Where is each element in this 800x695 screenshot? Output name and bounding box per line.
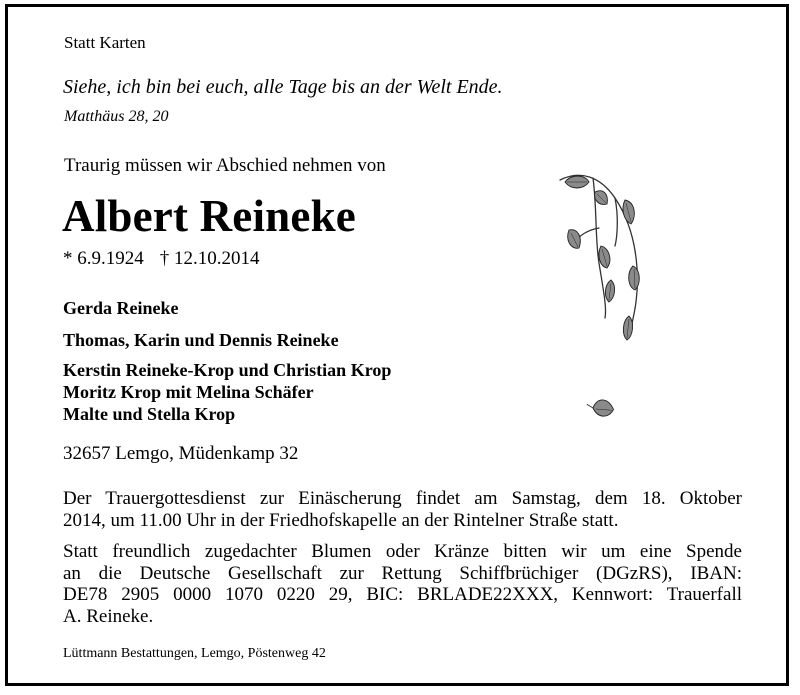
service-paragraph: [63, 488, 742, 531]
mourner: Moritz Krop mit Melina Schäfer: [63, 382, 314, 402]
mourner: Thomas, Karin und Dennis Reineke: [63, 330, 339, 350]
donation-line: Statt freundlich zugedachter Blumen oder Kränze bitten wir um eine Spende: [63, 541, 742, 562]
donation-line: DE78 2905 0000 1070 0220 29, BIC: BRLADE22XXX, Kennwort: Trauerfall: [63, 584, 742, 605]
mourner: Gerda Reineke: [63, 298, 179, 318]
mourner: Malte und Stella Krop: [63, 404, 236, 424]
family-address: 32657 Lemgo, Müdenkamp 32: [63, 443, 299, 464]
service-line: Der Trauergottesdienst zur Einäscherung findet am Samstag, dem 18. Oktober: [63, 488, 742, 509]
deceased-name: Albert Reineke: [62, 191, 356, 241]
birch-branch-icon: [555, 168, 655, 448]
mourners-list: [63, 297, 391, 425]
funeral-home: Lüttmann Bestattungen, Lemgo, Pöstenweg 42: [63, 646, 326, 661]
death-date: † 12.10.2014: [159, 248, 260, 269]
verse-reference: Matthäus 28, 20: [64, 108, 169, 125]
birth-date: * 6.9.1924: [63, 248, 144, 269]
donation-paragraph: [63, 541, 742, 627]
mourner: Kerstin Reineke-Krop und Christian Krop: [63, 360, 392, 380]
notice-header: Statt Karten: [64, 33, 146, 52]
intro-text: Traurig müssen wir Abschied nehmen von: [64, 155, 386, 176]
donation-line: an die Deutsche Gesellschaft zur Rettung Schiffbrüchiger (DGzRS), IBAN:: [63, 562, 742, 584]
bible-verse: Siehe, ich bin bei euch, alle Tage bis an der Welt Ende.: [63, 76, 503, 98]
donation-line: A. Reineke.: [63, 605, 154, 627]
service-line: 2014, um 11.00 Uhr in der Friedhofskapelle an der Rintelner Straße statt.: [63, 509, 619, 531]
life-dates: [63, 248, 260, 270]
